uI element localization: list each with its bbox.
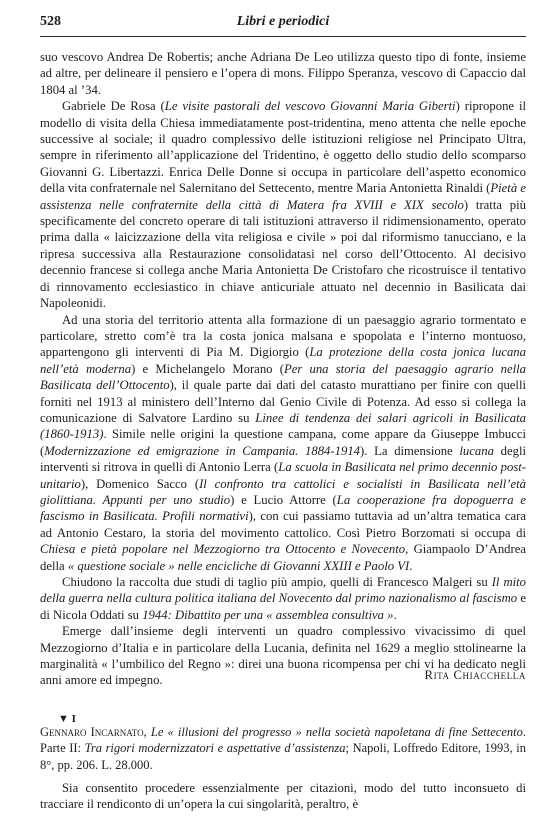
text-segment: ) ripropone il modello di visita della Chiesa immediatamente post-tridentina, meno attenta che nelle epoche successive al sociale; il quadro complessivo delle istituzioni religiose nel Principato Ultra, sempre in riferimento all’applicazione del Tridentino, è oggetto dello studio dello scomparso Giovanni G. Libertazzi. Enrica Delle Donne si occupa in particolare dell’aspetto economico della vita confraternale nel Salernitano del Settecento, mentre Maria Antonietta Rinaldi (: [40, 99, 526, 196]
italic-title-segment: La cooperazione fra dopoguerra e fascismo in Basilicata. Profili normativi: [40, 492, 526, 524]
italic-title-segment: La scuola in Basilicata nel primo decennio post-unitario: [40, 460, 527, 491]
italic-title-segment: Pietà e assistenza nelle confraternite della città di Matera fra XVIII e XIX secolo: [40, 181, 526, 212]
running-header: [40, 14, 526, 37]
text-segment: ) tratta più specificamente del concreto operare di tali istituzioni attraverso il ridimensionamento, operato prima dalla « laicizzazione della vita religiosa e civile » poi dal riformismo tanucciano, e la ripresa successiva alla Restaurazione consolidatasi nel corso dell’Ottocento. Al decisivo decennio francese si collega anche Maria Antonietta De Cristofaro che ricostruisce il tentativo di rinnovamento ecclesiastico in chiave anticuriale attuato nel decennio in Basilicata dai Napoleonidi.: [40, 197, 526, 311]
text-segment: Emerge dall’insieme degli interventi un quadro complessivo vivacissimo di quel Mezzogiorno d’Italia e in particolare della Lucania, definita nel 1629 a meglio sttolinearne la marginalità « l’umbilico del Regno »: direi una buona ricompensa per chi vi ha dedicato negli anni amore ed impegno.: [40, 624, 526, 688]
page-number: 528: [40, 14, 61, 29]
section-marker: ▼ I: [58, 713, 76, 725]
reviewer-first-name: Rita: [424, 668, 450, 682]
text-segment: ,: [143, 725, 151, 739]
italic-title-segment: Il mito della guerra nella cultura politica italiana del Novecento dal primo nazionalismo al fascismo: [40, 575, 526, 606]
review-opening-text: Sia consentito procedere essenzialmente per citazioni, modo del tutto inconsueto di tracciare il rendiconto di un’opera la cui singolarità, peraltro, è: [40, 781, 526, 812]
text-segment: ) e Michelangelo Morano (: [131, 361, 284, 376]
italic-title-segment: La protezione della costa jonica lucana nell’età moderna: [40, 345, 526, 376]
text-segment: suo vescovo Andrea De Robertis; anche Adriana De Leo utilizza questo tipo di fonte, insieme ad altre, per delineare il pensiero e l’opera di mons. Filippo Speranza, vescovo di Capaccio dal 1804 al ’34.: [40, 50, 526, 97]
italic-title-segment: Le visite pastorali del vescovo Giovanni Maria Giberti: [164, 99, 456, 114]
italic-title-segment: Tra rigori modernizzatori e aspettative d’assistenza: [84, 741, 346, 756]
reviewer-signature: [40, 668, 526, 683]
italic-title-segment: lucana: [459, 443, 494, 458]
italic-title-segment: Chiesa e pietà popolare nel Mezzogiorno tra Ottocento e Novecento: [40, 542, 406, 557]
italic-title-segment: 1944: Dibattito per una « assemblea consultiva »: [142, 607, 394, 622]
text-segment: degli interventi si ritrova in quelli di Antonio Lerra (: [40, 443, 527, 475]
text-segment: e di Nicola Oddati su: [40, 591, 526, 622]
review-bibliographic-heading: [40, 724, 526, 773]
text-segment: , Giampaolo D’Andrea della: [40, 542, 526, 573]
reviewed-author: Gennaro Incarnato: [40, 725, 144, 739]
italic-title-segment: Modernizzazione ed emigrazione in Campania. 1884-1914: [44, 443, 361, 458]
running-title: Libri e periodici: [236, 14, 330, 29]
paragraph: [40, 312, 526, 575]
review-body-text: [40, 49, 526, 689]
text-segment: ; Napoli, Loffredo Editore, 1993, in 8°, pp. 206. L. 28.000.: [40, 741, 526, 772]
text-segment: ), con cui passiamo tuttavia ad un’altra tematica cara ad Antonio Cestaro, la storia del movimento cattolico. Così Pietro Borzomati si occupa di: [40, 509, 526, 540]
italic-title-segment: Il confronto tra cattolici e socialisti in Basilicata nell’età giolittiana. Appunti per uno studio: [40, 476, 526, 507]
paragraph: [40, 98, 526, 311]
italic-title-segment: Linee di tendenza dei salari agricoli in Basilicata (1860-1913): [40, 410, 526, 442]
reviewer-last-name: Chiacchella: [453, 668, 526, 682]
text-segment: ), il quale parte dai dati del catasto murattiano per finire con quelli forniti nel 1913 al ministero dell’Interno dal Genio Civile di Potenza. Ad esso si collega la comunicazione di Salvatore Lardino su: [40, 378, 526, 425]
text-segment: .: [409, 558, 413, 573]
italic-title-segment: Per una storia del paesaggio agrario nella Basilicata dell’Ottocento: [40, 361, 527, 393]
paragraph: [40, 49, 526, 98]
text-segment: . Simile nelle origini la questione campana, come appare da Giuseppe Imbucci (: [40, 427, 526, 458]
italic-title-segment: Le « illusioni del progresso » nella società napoletana di fine Settecento: [150, 725, 523, 739]
text-segment: .: [393, 607, 397, 622]
text-segment: Chiudono la raccolta due studi di taglio più ampio, quelli di Francesco Malgeri su: [62, 575, 492, 589]
text-segment: ), Domenico Sacco (: [80, 476, 200, 491]
text-segment: ) e Lucio Attorre (: [230, 492, 337, 507]
text-segment: Gabriele De Rosa (: [62, 99, 165, 114]
italic-title-segment: « questione sociale » nelle encicliche di Giovanni XXIII e Paolo VI: [67, 558, 410, 573]
text-segment: . Parte II:: [40, 725, 526, 756]
text-segment: Ad una storia del territorio attenta alla formazione di un paesaggio agrario tormentato e particolare, stretto com’è tra la costa jonica malsana e spopolata e l’interno montuoso, appartengono gli interventi di Pia M. Digiorgio (: [40, 312, 526, 360]
paragraph: [40, 574, 526, 623]
text-segment: ). La dimensione: [360, 443, 460, 458]
